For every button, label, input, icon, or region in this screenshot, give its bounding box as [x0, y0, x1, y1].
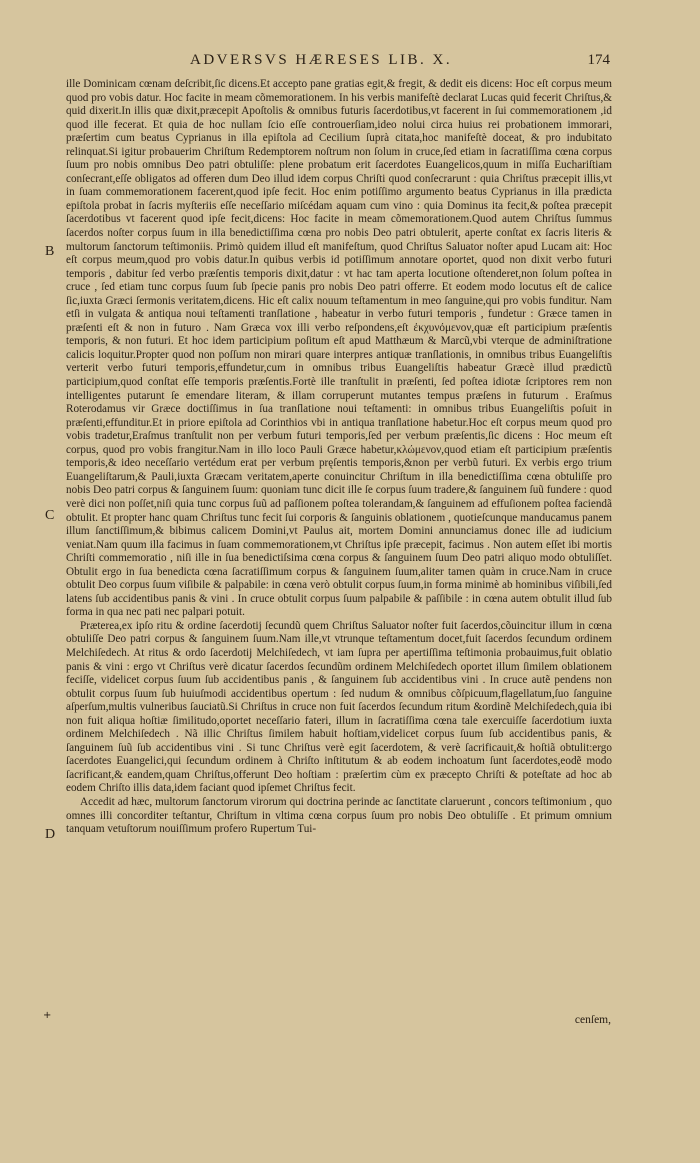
- paragraph: Accedit ad hæc, multorum ſanctorum virorum qui doctrina perinde ac ſanctitate claruerunt , concors teſtimonium , quo omnes illi concorditer teſtantur, Chriſtum in vltima cœna corpus ſuum pro nobis Deo obtuliſſe . Et primum omnium tanquam vetuſtorum nouiſſimum profero Rupertum Tui-: [66, 795, 612, 836]
- running-head: ADVERSVS HÆRESES LIB. X.: [190, 52, 453, 68]
- margin-letter-d: D: [45, 827, 56, 842]
- body-text: [66, 78, 612, 837]
- page-number: 174: [587, 52, 610, 68]
- page-header: [190, 52, 610, 72]
- paragraph: ille Dominicam cœnam deſcribit,ſic dicens.Et accepto pane gratias egit,& fregit, & dedit eis dicens: Hoc eſt corpus meum quod pro vobis datur. Hoc facite in meam cõmemorationem. In his verbis manifeſtè declarat Lucas quid fecerit Chriſtus,& quid dixerit.In illis quæ dixit,præcepit Apoſtolis & omnibus futuris ſacerdotibus,vt facerent in ſui commemorationem ,id quod ille fecerat. Et quia de hoc nullam ſcio eſſe controuerſiam,ideo nolui circa huius rei probationem immorari, præſertim cum beatus Cyprianus in illa epiſtola ad Cecilium ſuprà citata,hoc manifeſtè doceat, & pro indubitato relinquat.Si igitur probauerim Chriſtum Redemptorem noſtrum non ſolum in cruce,ſed etiam in ſacratiſſima cœna corpus ſuum pro nobis omnibus Deo patri obtuliſſe: plene probatum erit ſacerdotes Euangelicos,quum in miſſa Euchariſtiam conſecrant,eſſe obligatos ad offeren dum Deo illud idem corpus Chriſti quod conſecrarunt : quia Chriſtus præcepit illis,vt in ſuam commemorationem facerent,quod ipſe fecit. Hoc enim potiſſimo argumento beatus Cyprianus in illa prædicta epiſtola probat in ſacris myſteriis eſſe neceſſario miſcédam aquam cum vino : quia Dominus ita fecit,& poſtea præcepit ſacerdotibus vt facerent quod ipſe fecit,dicens: Hoc facite in meam cõmemorationem.Quod autem Chriſtus ſummus ſacerdos noſter corpus ſuum in illa benedictiſſima cœna pro nobis Deo patri obtulerit, aperte conſtat ex ſacris literis & multorum ſanctorum teſtimoniis. Primò quidem illud eſt manifeſtum, quod Chriſtus Saluator noſter apud Lucam ait: Hoc eſt corpus meum,quod pro vobis datur.In quibus verbis id potiſſimum annotare oportet, quod non dixit verbo futuri temporis , dabitur ſed verbo præſentis temporis dixit,datur : vt hac tam aperta locutione oſtenderet,non ſolum poſtea in cruce , ſed etiam tunc corpus ſuum ſub ſpecie panis pro nobis Deo patri offerre. Et eodem modo locutus eſt de calice ſic,iuxta Græci ſermonis veritatem,dicens. Hic eſt calix nouum teſtamentum in meo ſanguine,qui pro vobis funditur. Nam etſi in vulgata & antiqua noui teſtamenti tranſlatione , habeatur in verbo futuri temporis , fundetur : Græce tamen in præſenti eſt & non in futuro . Nam Græca vox illi verbo reſpondens,eſt ἐκχυνόμενον,quæ eſt participium præſentis temporis, & non futuri. Et hoc idem participium poſitum eſt apud Matthæum & Marcũ,vbi vterque de adminiſtratione calicis loquitur.Propter quod non poſſum non mirari quare interpres antiquæ tranſlationis, in omnibus tribus Euangeliſtis verterit verbo futuri temporis,effundetur,cum in omnibus tribus Euangeliſtis habeatur Græcè illud prædictũ participium,quod conſtat eſſe temporis præſentis.Fortè ille tranſtulit in præſenti, ſed poſtea idiotæ ſcriptores rem non intelligentes putarunt ſe emendare literam, & illam corruperunt mutantes tempus præſens in futurum . Eraſmus Roterodamus vir Græce doctiſſimus in ſua tranſlatione noui teſtamenti: in omnibus tribus Euangeliſtis poſuit in præſenti,effunditur.Et in priore epiſtola ad Corinthios vbi in antiqua tranſlatione habetur.Hoc eſt corpus meum quod pro vobis tradetur,Eraſmus tranſtulit non per verbum futuri temporis,ſed per verbum præſentis,ſic dicens : Hoc meum eſt corpus, quod pro vobis frangitur.Nam in illo loco Pauli Græce habetur,κλώμενον,quod etiam eſt participium præſentis temporis,& ideo neceſſario vertédum erat per verbum pręſentis temporis,&non per verbũ futuri. Ex verbis ergo trium Euangeliſtarum,& Pauli,iuxta Græcam veritatem,aperte conuincitur Chriſtum in illa benedictiſſima cœna obtuliſſe pro nobis Deo patri corpus & ſanguinem ſuum: quoniam tunc dicit ille ſe corpus ſuum tradere,& ſanguinem ſuũ fundere : quod verè dici non poſſet,niſi quia tunc corpus ſuũ ad paſſionem poſtea tolerandam,& ſanguinem ad effuſionem poſtea faciendã obtulit. Et propter hanc quam Chriſtus tunc fecit ſui corporis & ſanguinis oblationem , quotieſcunque manducamus panem illum ſanctiſſimum,& bibimus calicem Domini,vt Paulus ait, mortem Domini annunciamus donec ille ad iudicium veniat.Nam quum illa facimus in ſuam commemorationem,vt Chriſtus ipſe præcepit, facimus . Non autem eſſet ibi mortis Chriſti commemoratio , niſi ille in ſua benedictiſsima cœna corpus & ſanguinem ſuum Deo patri aliquo modo obtuliſſet. Obtulit ergo in ſua benedicta cœna ſacratiſſimum corpus & ſanguinem ſuum,aliter tamen quàm in cruce.Nam in cruce obtulit Deo corpus ſuum viſibile & palpabile: in cœna verò obtulit corpus ſuum,in forma minimè ab hominibus viſibili,ſed latens ſub accidentibus panis & vini . In cruce obtulit corpus ſuum palpabile & paſſibile : in cœna autem obtulit illud ſub forma in qua nec pati nec palpari potuit.: [66, 78, 612, 619]
- catchword: cenſem,: [574, 1014, 611, 1026]
- margin-letter-b: B: [45, 244, 55, 259]
- margin-letter-c: C: [45, 508, 55, 523]
- paragraph: Præterea,ex ipſo ritu & ordine ſacerdotij ſecundũ quem Chriſtus Saluator noſter fuit ſacerdos,cõuincitur illum in cœna obtuliſſe Deo patri corpus & ſanguinem ſuum.Nam ille,vt vtrunque teſtamentum docet,fuit ſacerdos ſecundum ordinem Melchiſedech. At ritus & ordo ſacerdotij Melchiſedech, vt iam ſupra per apertiſſima teſtimonia probauimus,fuit oblatio panis & vini : ergo vt Chriſtus verè dicatur ſacerdos ſecundũm ordinem Melchiſedech oportet illum ſimilem oblationem feciſſe, videlicet corpus ſuum ſub accidentibus panis , & ſanguinem ſub accidentibus vini . In cruce autẽ pendens non obtulit corpus ſuum ſub huiuſmodi accidentibus opertum : ſed nudum & omnibus cõſpicuum,flagellatum,ſuo ſanguine aſperſum,multis vulneribus ſauciatũ.Si Chriſtus in cruce non fuit ſacerdos ſecundum ritum &ordinẽ Melchiſedech,quia ibi non fuit aliqua hoſtiæ ſimilitudo,oportet neceſſario fateri, illum in ſacratiſſima cœna tale exercuiſſe ſacerdotium iuxta ordinem Melchiſedech . Nã illic Chriſtus ſimilem habuit hoſtiam,videlicet corpus ſuum ſub accidentibus panis, & ſanguinem ſuũ ſub accidentibus vini . Si tunc Chriſtus verè egit ſacerdotem, & verè ſacrificauit,& hoſtiã obtulit:ergo ſacerdotes Euangelici,qui ſecundum ordinem à Chriſto inſtitutum & ab eodem inchoatum ſunt ſacerdotes,eodẽ modo ſacrificant,& eandem,quam Chriſtus,offerunt Deo hoſtiam : præſertim cùm ex præcepto Chriſti & poteſtate ad hoc ab eodem Chriſto illis data,idem faciant quod ipſemet Chriſtus fecit.: [66, 619, 612, 795]
- margin-mark: +: [43, 1010, 52, 1021]
